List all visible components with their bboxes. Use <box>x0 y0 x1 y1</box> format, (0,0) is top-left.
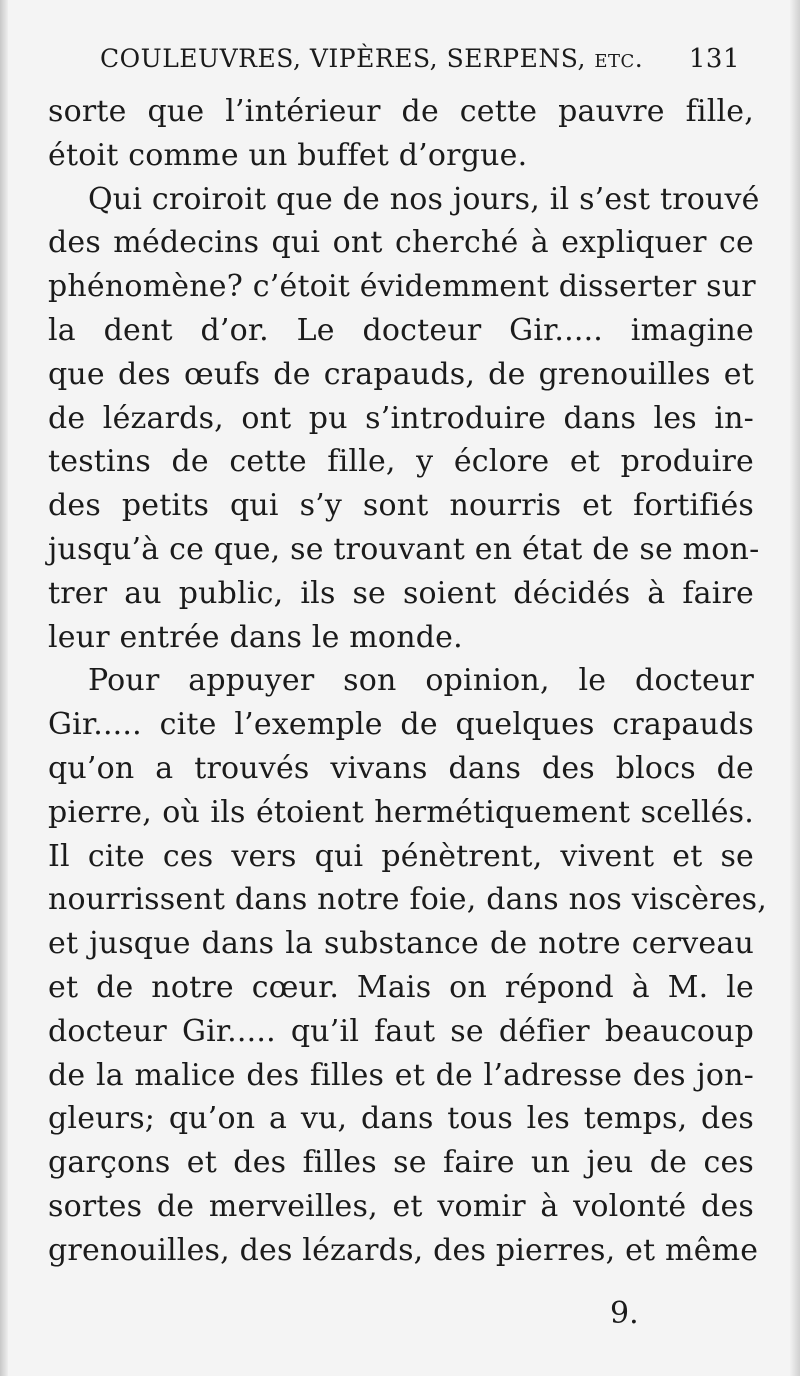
text-line: des petits qui s’y sont nourris et fortifiés <box>48 488 754 524</box>
text-line: qu’on a trouvés vivans dans des blocs de <box>48 750 754 786</box>
text-line: que des œufs de crapauds, de grenouilles et <box>48 356 754 392</box>
text-line: et jusque dans la substance de notre cerveau <box>48 926 754 962</box>
text-line: sorte que l’intérieur de cette pauvre fille, <box>48 94 754 129</box>
page-edge-left <box>0 0 8 1376</box>
running-title: COULEUVRES, VIPÈRES, SERPENS, etc. <box>100 44 644 73</box>
text-line: Qui croiroit que de nos jours, il s’est trouvé <box>88 181 760 217</box>
page-edge-right <box>790 0 800 1376</box>
text-line: garçons et des filles se faire un jeu de ces <box>48 1145 754 1181</box>
text-line: des médecins qui ont cherché à expliquer ce <box>48 225 754 261</box>
text-line: la dent d’or. Le docteur Gir..... imagine <box>48 312 754 348</box>
text-line: de lézards, ont pu s’introduire dans les in- <box>48 400 754 436</box>
text-line: nourrissent dans notre foie, dans nos viscères, <box>48 882 768 918</box>
text-line: Gir..... cite l’exemple de quelques crapauds <box>48 707 754 743</box>
text-line: Pour appuyer son opinion, le docteur <box>88 663 754 699</box>
running-head <box>100 44 740 78</box>
text-line: grenouilles, des lézards, des pierres, et même <box>48 1232 759 1268</box>
text-line: gleurs; qu’on a vu, dans tous les temps, des <box>48 1101 754 1137</box>
text-line: trer au public, ils se soient décidés à faire <box>48 575 754 611</box>
signature-mark: 9. <box>610 1296 639 1331</box>
text-line: sortes de merveilles, et vomir à volonté des <box>48 1188 754 1224</box>
text-line: étoit comme un buffet d’orgue. <box>48 137 528 173</box>
text-line: de la malice des filles et de l’adresse des jon- <box>48 1057 754 1093</box>
text-line: phénomène? c’étoit évidemment disserter sur <box>48 269 756 305</box>
body-text <box>48 90 768 1273</box>
text-line: testins de cette fille, y éclore et produire <box>48 444 754 480</box>
text-line: leur entrée dans le monde. <box>48 619 463 655</box>
text-line: jusqu’à ce que, se trouvant en état de se mon- <box>48 531 760 567</box>
page-number: 131 <box>688 44 740 74</box>
text-line: pierre, où ils étoient hermétiquement scellés. <box>48 794 754 830</box>
text-line: docteur Gir..... qu’il faut se défier beaucoup <box>48 1013 754 1049</box>
text-line: Il cite ces vers qui pénètrent, vivent et se <box>48 838 754 874</box>
text-line: et de notre cœur. Mais on répond à M. le <box>48 969 754 1005</box>
